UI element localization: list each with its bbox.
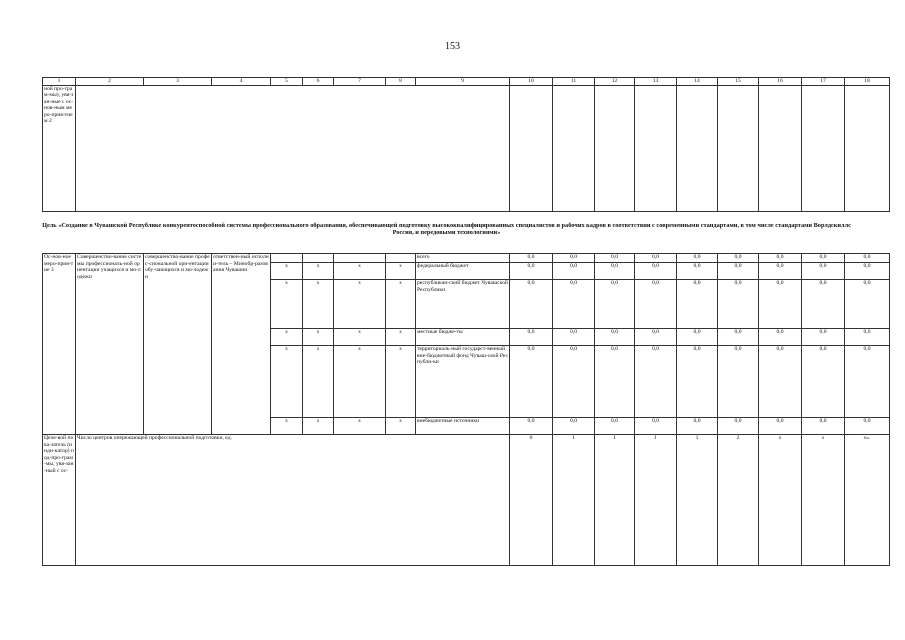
value-cell: 0,0 bbox=[718, 263, 759, 280]
indicator-value: 2 bbox=[718, 435, 759, 566]
value-cell: 0,0 bbox=[553, 417, 595, 434]
cell: x bbox=[303, 328, 334, 345]
col-header: 12 bbox=[595, 78, 635, 86]
value-cell: 0,0 bbox=[802, 280, 845, 329]
indicator-label: Целе-вой пока-затель (инди-катор) под-про-грам-мы, увя-зан-ный с ос- bbox=[43, 435, 76, 566]
cell: x bbox=[271, 263, 303, 280]
col-header: 5 bbox=[271, 78, 303, 86]
value-cell: 0,0 bbox=[635, 328, 677, 345]
cell: x bbox=[386, 280, 416, 329]
col-header: 8 bbox=[386, 78, 416, 86]
value-cell: 0,0 bbox=[553, 346, 595, 418]
col-header: 3 bbox=[144, 78, 212, 86]
cell: x bbox=[334, 263, 386, 280]
value-cell: 0,0 bbox=[510, 280, 553, 329]
value-cell: 0,0 bbox=[635, 346, 677, 418]
continued-row bbox=[43, 85, 890, 211]
value-cell: 0,0 bbox=[510, 346, 553, 418]
col-header: 16 bbox=[759, 78, 802, 86]
value-cell: 0,0 bbox=[845, 254, 890, 263]
col-header: 14 bbox=[677, 78, 718, 86]
indicator-value: x». bbox=[845, 435, 890, 566]
cell bbox=[303, 254, 334, 263]
value-cell: 0,0 bbox=[845, 263, 890, 280]
value-cell: 0,0 bbox=[595, 280, 635, 329]
cell bbox=[271, 254, 303, 263]
cell: x bbox=[303, 417, 334, 434]
value-cell: 0,0 bbox=[759, 280, 802, 329]
activity-table bbox=[42, 253, 890, 566]
page-number: 153 bbox=[445, 41, 460, 52]
value-cell: 0,0 bbox=[510, 263, 553, 280]
funding-source: территориаль-ный государст-венный вне-бюджетный фонд Чуваш-ской Республи-ки bbox=[416, 346, 510, 418]
cell: x bbox=[386, 328, 416, 345]
value-cell: 0,0 bbox=[677, 280, 718, 329]
value-cell: 0,0 bbox=[635, 417, 677, 434]
value-cell: 0,0 bbox=[845, 417, 890, 434]
value-cell: 0,0 bbox=[595, 417, 635, 434]
continued-label: ной про-грам-мы), увя-зан-ные с ос-нов-ным меро-прия-тием 2 bbox=[43, 85, 76, 211]
cell: x bbox=[303, 280, 334, 329]
value-cell: 0,0 bbox=[802, 417, 845, 434]
activity-responsible: ответствен-ный исполни-тель – Минобр-разования Чувашии bbox=[212, 254, 271, 435]
funding-source: всего bbox=[416, 254, 510, 263]
col-header: 17 bbox=[802, 78, 845, 86]
cell: x bbox=[334, 346, 386, 418]
value-cell: 0,0 bbox=[595, 254, 635, 263]
value-cell: 0,0 bbox=[677, 263, 718, 280]
value-cell: 0,0 bbox=[677, 328, 718, 345]
value-cell: 0,0 bbox=[802, 263, 845, 280]
funding-source: федеральный бюджет bbox=[416, 263, 510, 280]
value-cell: 0,0 bbox=[553, 280, 595, 329]
indicator-value: 1 bbox=[677, 435, 718, 566]
value-cell: 0,0 bbox=[595, 263, 635, 280]
cell: x bbox=[271, 328, 303, 345]
continued-table bbox=[42, 77, 890, 212]
col-header: 9 bbox=[416, 78, 510, 86]
cell: x bbox=[271, 280, 303, 329]
cell: x bbox=[386, 417, 416, 434]
cell: x bbox=[334, 417, 386, 434]
col-header: 18 bbox=[845, 78, 890, 86]
col-header: 1 bbox=[43, 78, 76, 86]
funding-source: внебюджетные источники bbox=[416, 417, 510, 434]
cell bbox=[386, 254, 416, 263]
value-cell: 0,0 bbox=[553, 328, 595, 345]
value-cell: 0,0 bbox=[718, 280, 759, 329]
value-cell: 0,0 bbox=[510, 254, 553, 263]
cell: x bbox=[334, 328, 386, 345]
value-cell: 0,0 bbox=[845, 328, 890, 345]
value-cell: 0,0 bbox=[677, 254, 718, 263]
value-cell: 0,0 bbox=[553, 254, 595, 263]
value-cell: 0,0 bbox=[718, 417, 759, 434]
activity-name: Совершенство-вание системы профессиональ-ной ориентации учащихся и мо-лодежи bbox=[76, 254, 144, 435]
value-cell: 0,0 bbox=[635, 254, 677, 263]
value-cell: 0,0 bbox=[759, 328, 802, 345]
indicator-value: 1 bbox=[595, 435, 635, 566]
value-cell: 0,0 bbox=[845, 346, 890, 418]
value-cell: 0,0 bbox=[635, 280, 677, 329]
table-row bbox=[43, 254, 890, 263]
col-header: 10 bbox=[510, 78, 553, 86]
col-header: 6 bbox=[303, 78, 334, 86]
col-header: 13 bbox=[635, 78, 677, 86]
value-cell: 0,0 bbox=[759, 254, 802, 263]
value-cell: 0,0 bbox=[595, 346, 635, 418]
value-cell: 0,0 bbox=[718, 328, 759, 345]
funding-source: республикан-ский бюджет Чувашской Республики bbox=[416, 280, 510, 329]
col-header: 15 bbox=[718, 78, 759, 86]
cell: x bbox=[303, 346, 334, 418]
indicator-row bbox=[43, 435, 890, 566]
value-cell: 0,0 bbox=[510, 417, 553, 434]
indicator-text: Число центров опережающей профессиональной подготовки, ед. bbox=[76, 435, 510, 566]
value-cell: 0,0 bbox=[635, 263, 677, 280]
indicator-value: 1 bbox=[635, 435, 677, 566]
value-cell: 0,0 bbox=[802, 254, 845, 263]
value-cell: 0,0 bbox=[677, 346, 718, 418]
header-row bbox=[43, 78, 890, 86]
col-header: 4 bbox=[212, 78, 271, 86]
activity-type: Ос-нов-ное меро-прия-тие 3 bbox=[43, 254, 76, 435]
col-header: 11 bbox=[553, 78, 595, 86]
value-cell: 0,0 bbox=[677, 417, 718, 434]
col-header: 7 bbox=[334, 78, 386, 86]
indicator-value: x bbox=[759, 435, 802, 566]
funding-source: местные бюдже-ты bbox=[416, 328, 510, 345]
cell: x bbox=[334, 280, 386, 329]
value-cell: 0,0 bbox=[759, 417, 802, 434]
indicator-value: 0 bbox=[510, 435, 553, 566]
value-cell: 0,0 bbox=[802, 346, 845, 418]
goal-heading: Цель «Создание в Чувашской Республике конкурентоспособной системы профессионального образования, обеспечивающей подготовку высококвалифицированных специалистов и рабочих кадров в соответствии с современными стандартами, в том числе стандартами Ворлдскиллс Россия, и передовыми технологиями» bbox=[42, 222, 851, 237]
cell: x bbox=[303, 263, 334, 280]
value-cell: 0,0 bbox=[845, 280, 890, 329]
continued-empty bbox=[76, 85, 510, 211]
value-cell: 0,0 bbox=[718, 346, 759, 418]
value-cell: 0,0 bbox=[595, 328, 635, 345]
value-cell: 0,0 bbox=[553, 263, 595, 280]
value-cell: 0,0 bbox=[510, 328, 553, 345]
cell: x bbox=[271, 417, 303, 434]
value-cell: 0,0 bbox=[802, 328, 845, 345]
cell: x bbox=[386, 346, 416, 418]
indicator-value: x bbox=[802, 435, 845, 566]
value-cell: 0,0 bbox=[759, 263, 802, 280]
activity-name-2: совершенство-вание профес-сиональной ори-ентации обу-чающихся и мо-лодежи bbox=[144, 254, 212, 435]
value-cell: 0,0 bbox=[718, 254, 759, 263]
cell: x bbox=[271, 346, 303, 418]
value-cell: 0,0 bbox=[759, 346, 802, 418]
col-header: 2 bbox=[76, 78, 144, 86]
cell bbox=[334, 254, 386, 263]
indicator-value: 1 bbox=[553, 435, 595, 566]
cell: x bbox=[386, 263, 416, 280]
